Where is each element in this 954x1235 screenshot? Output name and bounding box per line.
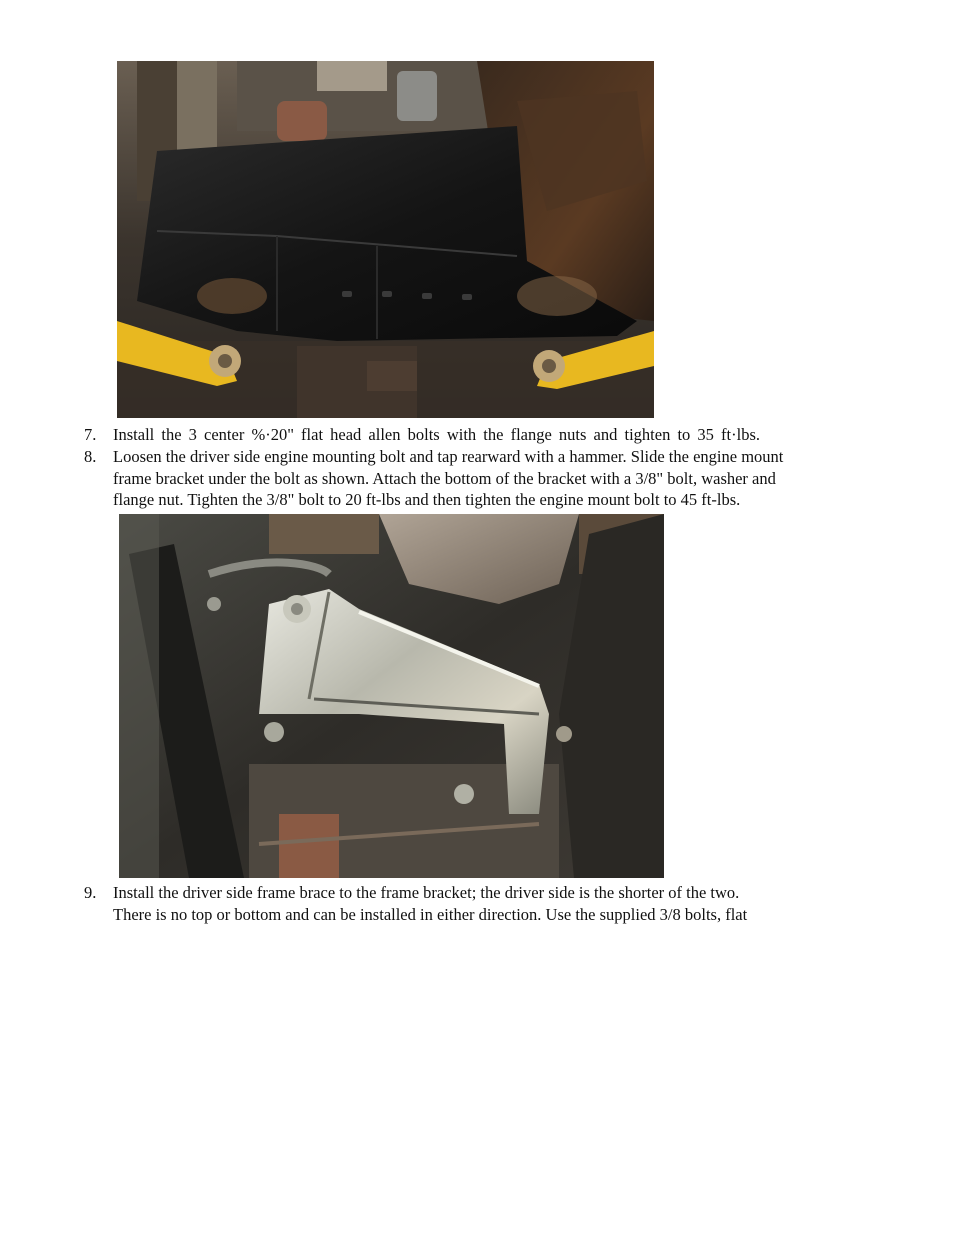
step-text-line: There is no top or bottom and can be installed in either direction. Use the supplied 3/8 bolts, flat (113, 904, 748, 924)
step-text-line: Install the driver side frame brace to the frame bracket; the driver side is the shorter of the two. (113, 883, 740, 902)
step-number: 8. (84, 447, 97, 466)
step-number: 9. (84, 883, 97, 902)
step-number: 7. (84, 425, 97, 444)
step-text-line: Loosen the driver side engine mounting bolt and tap rearward with a hammer. Slide the engine mount (113, 447, 784, 466)
step-text-line: frame bracket under the bolt as shown. Attach the bottom of the bracket with a 3/8" bolt, washer and (113, 468, 776, 488)
step-text-line: Install the 3 center %·20" flat head allen bolts with the flange nuts and tighten to 35 ft·lbs. (113, 425, 760, 444)
instruction-step-9 (84, 882, 904, 925)
step-text-line: flange nut. Tighten the 3/8" bolt to 20 ft-lbs and then tighten the engine mount bolt to 45 ft-lbs. (113, 490, 741, 509)
instruction-step-7 (84, 424, 904, 446)
engine-mount-bracket-photo (119, 514, 664, 878)
skid-plate-photo (117, 61, 654, 418)
instruction-step-8 (84, 446, 904, 511)
